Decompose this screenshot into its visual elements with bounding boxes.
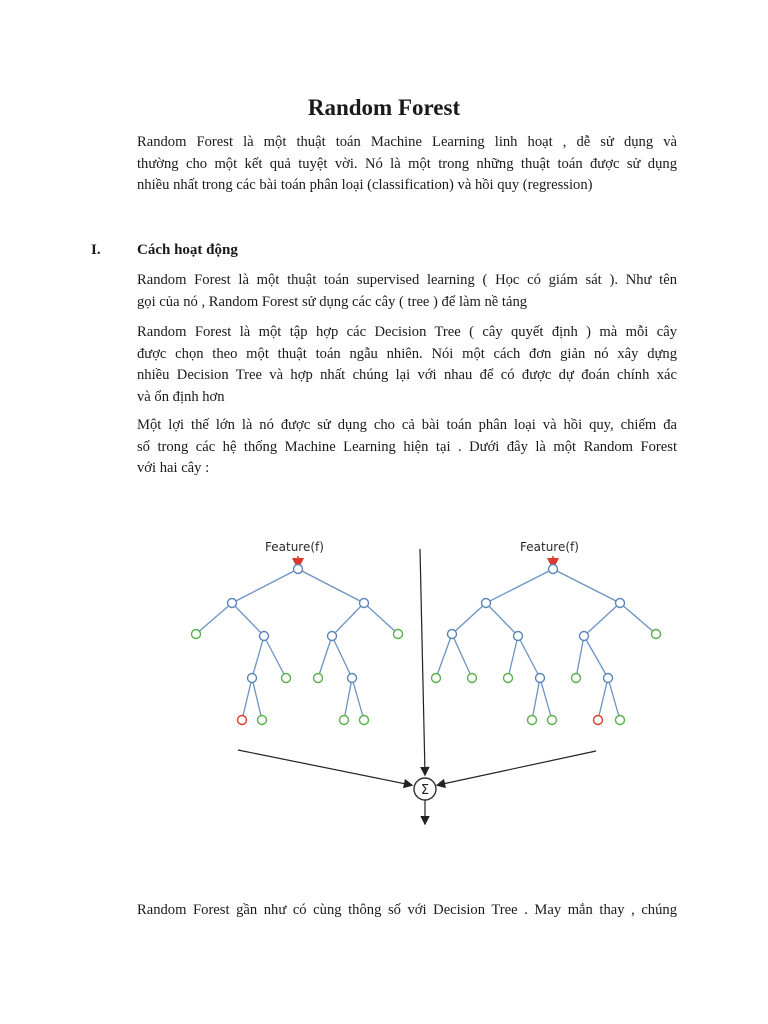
left-tree-feature-label: Feature(f) — [265, 540, 324, 554]
leaf-node — [314, 674, 323, 683]
center-arrow — [420, 549, 425, 774]
leaf-node — [340, 716, 349, 725]
left-tree-arrow — [238, 750, 411, 785]
leaf-node — [360, 716, 369, 725]
leaf-node — [528, 716, 537, 725]
leaf-node — [616, 716, 625, 725]
intro-paragraph — [137, 132, 677, 197]
tree-node — [549, 565, 558, 574]
tree-node — [580, 632, 589, 641]
tree-node — [328, 632, 337, 641]
paragraph-line: số trong các hệ thống Machine Learning hiện tại . Dưới đây là một Random Forest — [137, 438, 677, 455]
leaf-node — [258, 716, 267, 725]
highlighted-leaf-node — [594, 716, 603, 725]
leaf-node — [468, 674, 477, 683]
section-heading: Cách hoạt động — [137, 242, 238, 258]
right-tree-feature-label: Feature(f) — [520, 540, 579, 554]
leaf-node — [652, 630, 661, 639]
tree-node — [360, 599, 369, 608]
left-decision-tree — [192, 540, 403, 725]
tree-node — [248, 674, 257, 683]
sigma-icon: Σ — [420, 783, 430, 798]
intro-line: Random Forest là một thuật toán Machine Learning linh hoạt , dễ sử dụng và — [137, 134, 677, 150]
right-tree-arrow — [438, 751, 596, 785]
paragraph-decision-trees — [137, 322, 677, 408]
paragraph-line: Random Forest gần như có cùng thông số với Decision Tree . May mắn thay , chúng — [137, 902, 677, 918]
paragraph-parameters — [137, 900, 677, 922]
intro-line: thường cho một kết quả tuyệt vời. Nó là một trong những thuật toán được sử dụng — [137, 155, 677, 172]
tree-node — [536, 674, 545, 683]
paragraph-supervised — [137, 270, 677, 313]
paragraph-line: Random Forest là một tập hợp các Decision Tree ( cây quyết định ) mà mỗi cây — [137, 324, 677, 340]
leaf-node — [432, 674, 441, 683]
sum-aggregator — [414, 778, 436, 800]
tree-node — [348, 674, 357, 683]
paragraph-line: Một lợi thế lớn là nó được sử dụng cho cả bài toán phân loại và hồi quy, chiếm đa — [137, 417, 677, 433]
tree-node — [616, 599, 625, 608]
leaf-node — [572, 674, 581, 683]
tree-node — [448, 630, 457, 639]
tree-node — [294, 565, 303, 574]
random-forest-diagram — [180, 530, 680, 840]
paragraph-advantage — [137, 415, 677, 480]
paragraph-line: nhiều Decision Tree và hợp nhất chúng lại với nhau để có được dự đoán chính xác — [137, 367, 677, 383]
paragraph-line: được chọn theo một thuật toán ngẫu nhiên. Nói một cách đơn giản nó xây dựng — [137, 345, 677, 362]
paragraph-line: và ổn định hơn — [137, 388, 225, 405]
tree-node — [260, 632, 269, 641]
leaf-node — [192, 630, 201, 639]
leaf-node — [504, 674, 513, 683]
section-number: I. — [91, 242, 101, 258]
tree-node — [604, 674, 613, 683]
highlighted-leaf-node — [238, 716, 247, 725]
tree-node — [514, 632, 523, 641]
leaf-node — [548, 716, 557, 725]
tree-node — [228, 599, 237, 608]
page-title: Random Forest — [307, 95, 461, 120]
paragraph-line: gọi của nó , Random Forest sử dụng các cây ( tree ) để làm nề tảng — [137, 293, 528, 310]
leaf-node — [282, 674, 291, 683]
paragraph-line: với hai cây : — [137, 460, 210, 476]
paragraph-line: Random Forest là một thuật toán supervised learning ( Học có giám sát ). Như tên — [137, 272, 677, 288]
intro-line: nhiều nhất trong các bài toán phân loại (classification) và hồi quy (regression) — [137, 177, 593, 193]
tree-node — [482, 599, 491, 608]
right-decision-tree — [432, 540, 661, 725]
leaf-node — [394, 630, 403, 639]
